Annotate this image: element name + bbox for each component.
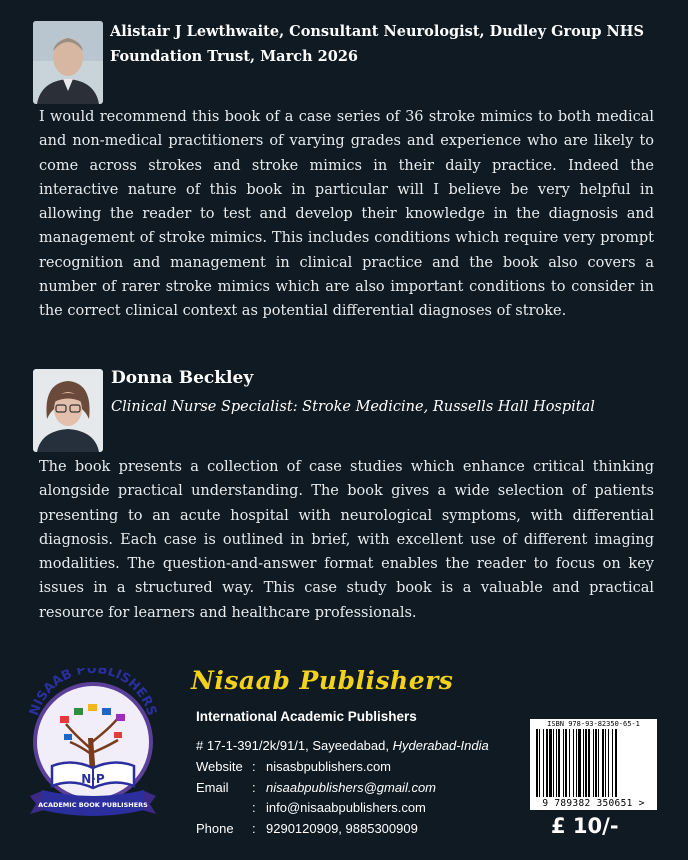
barcode-bar bbox=[615, 729, 617, 797]
reviewer-role: Clinical Nurse Specialist: Stroke Medicine, Russells Hall Hospital bbox=[111, 399, 595, 415]
reviewer-photo-beckley bbox=[33, 369, 103, 452]
barcode-bar bbox=[563, 729, 564, 797]
address-city: Hyderabad-India bbox=[392, 738, 489, 753]
barcode-bar bbox=[593, 729, 594, 797]
barcode-bar bbox=[536, 729, 538, 797]
barcode-bar bbox=[583, 729, 584, 797]
email-link-1[interactable]: nisaabpublishers@gmail.com bbox=[266, 780, 436, 795]
barcode-bar bbox=[578, 729, 581, 797]
contact-website bbox=[196, 759, 391, 774]
website-colon: : bbox=[252, 759, 256, 774]
phone-colon: : bbox=[252, 821, 256, 836]
email-colon: : bbox=[252, 780, 256, 795]
phone-label: Phone bbox=[196, 821, 234, 836]
address-street: # 17-1-391/2k/91/1, Sayeedabad, bbox=[196, 738, 393, 753]
logo-banner-text: ACADEMIC BOOK PUBLISHERS bbox=[38, 801, 148, 809]
barcode-bar bbox=[558, 729, 560, 797]
email2-colon: : bbox=[252, 800, 256, 815]
publisher-tagline: International Academic Publishers bbox=[196, 709, 417, 724]
publisher-logo bbox=[22, 668, 164, 824]
barcode-bar bbox=[585, 729, 587, 797]
barcode-bar bbox=[595, 729, 597, 797]
barcode-bar bbox=[569, 729, 570, 797]
phone-numbers: 9290120909, 9885300909 bbox=[266, 821, 418, 836]
review-text-beckley: The book presents a collection of case studies which enhance critical thinking alongside practical understanding. The book gives a wide selection of patients presenting to an acute hospital with neurological symptoms, with differential diagnosis. Each case is outlined in brief, with excellent use of different imaging modalities. The question-and-answer format enables the reader to focus on key issues in a structured way. This case study book is a valuable and practical resource for learners and healthcare professionals. bbox=[39, 459, 654, 621]
price-label: £ 10/- bbox=[551, 814, 619, 838]
contact-phone bbox=[196, 821, 418, 836]
isbn-digits: 9 789382 350651 > bbox=[542, 798, 645, 809]
contact-email-2 bbox=[196, 800, 426, 815]
barcode-bar bbox=[556, 729, 557, 797]
logo-arc-text: NISAAB PUBLISHERS bbox=[26, 668, 159, 718]
email-label: Email bbox=[196, 780, 229, 795]
logo-mark: N·P bbox=[81, 772, 105, 786]
contact-email-1 bbox=[196, 780, 436, 795]
barcode-bar bbox=[576, 729, 577, 797]
reviewer-photo-lewthwaite bbox=[33, 21, 103, 104]
barcode-bars bbox=[536, 729, 651, 797]
barcode-bar bbox=[539, 729, 540, 797]
barcode-bar bbox=[549, 729, 552, 797]
publisher-name: Nisaab Publishers bbox=[191, 666, 454, 695]
website-label: Website bbox=[196, 759, 243, 774]
barcode-bar bbox=[608, 729, 609, 797]
barcode-bar bbox=[565, 729, 567, 797]
publisher-address bbox=[196, 738, 489, 753]
email-link-2[interactable]: info@nisaabpublishers.com bbox=[266, 800, 426, 815]
isbn-barcode bbox=[530, 719, 657, 810]
barcode-bar bbox=[553, 729, 554, 797]
barcode-bar bbox=[598, 729, 599, 797]
barcode-bar bbox=[543, 729, 544, 797]
barcode-bar bbox=[546, 729, 548, 797]
reviewer-header: Alistair J Lewthwaite, Consultant Neurologist, Dudley Group NHS Foundation Trust, March 2026 bbox=[110, 23, 644, 65]
barcode-bar bbox=[605, 729, 606, 797]
barcode-bar bbox=[573, 729, 574, 797]
barcode-bar bbox=[588, 729, 590, 797]
barcode-bar bbox=[612, 729, 613, 797]
isbn-label: ISBN 978-93-82350-65-1 bbox=[547, 720, 640, 728]
reviewer-name: Donna Beckley bbox=[111, 368, 254, 388]
review-text-lewthwaite: I would recommend this book of a case series of 36 stroke mimics to both medical and non-medical practitioners of varying grades and experience who are likely to come across strokes and stroke mimics in their daily practice. Indeed the interactive nature of this book in particular will I believe be very helpful in allowing the reader to test and develop their knowledge in the diagnosis and management of stroke mimics. This includes conditions which require very prompt recognition and management in clinical practice and the book also covers a number of rarer stroke mimics which are also important conditions to consider in the correct clinical context as potential differential diagnoses of stroke. bbox=[39, 109, 654, 320]
barcode-bar bbox=[602, 729, 604, 797]
website-link[interactable]: nisasbpublishers.com bbox=[266, 759, 392, 774]
